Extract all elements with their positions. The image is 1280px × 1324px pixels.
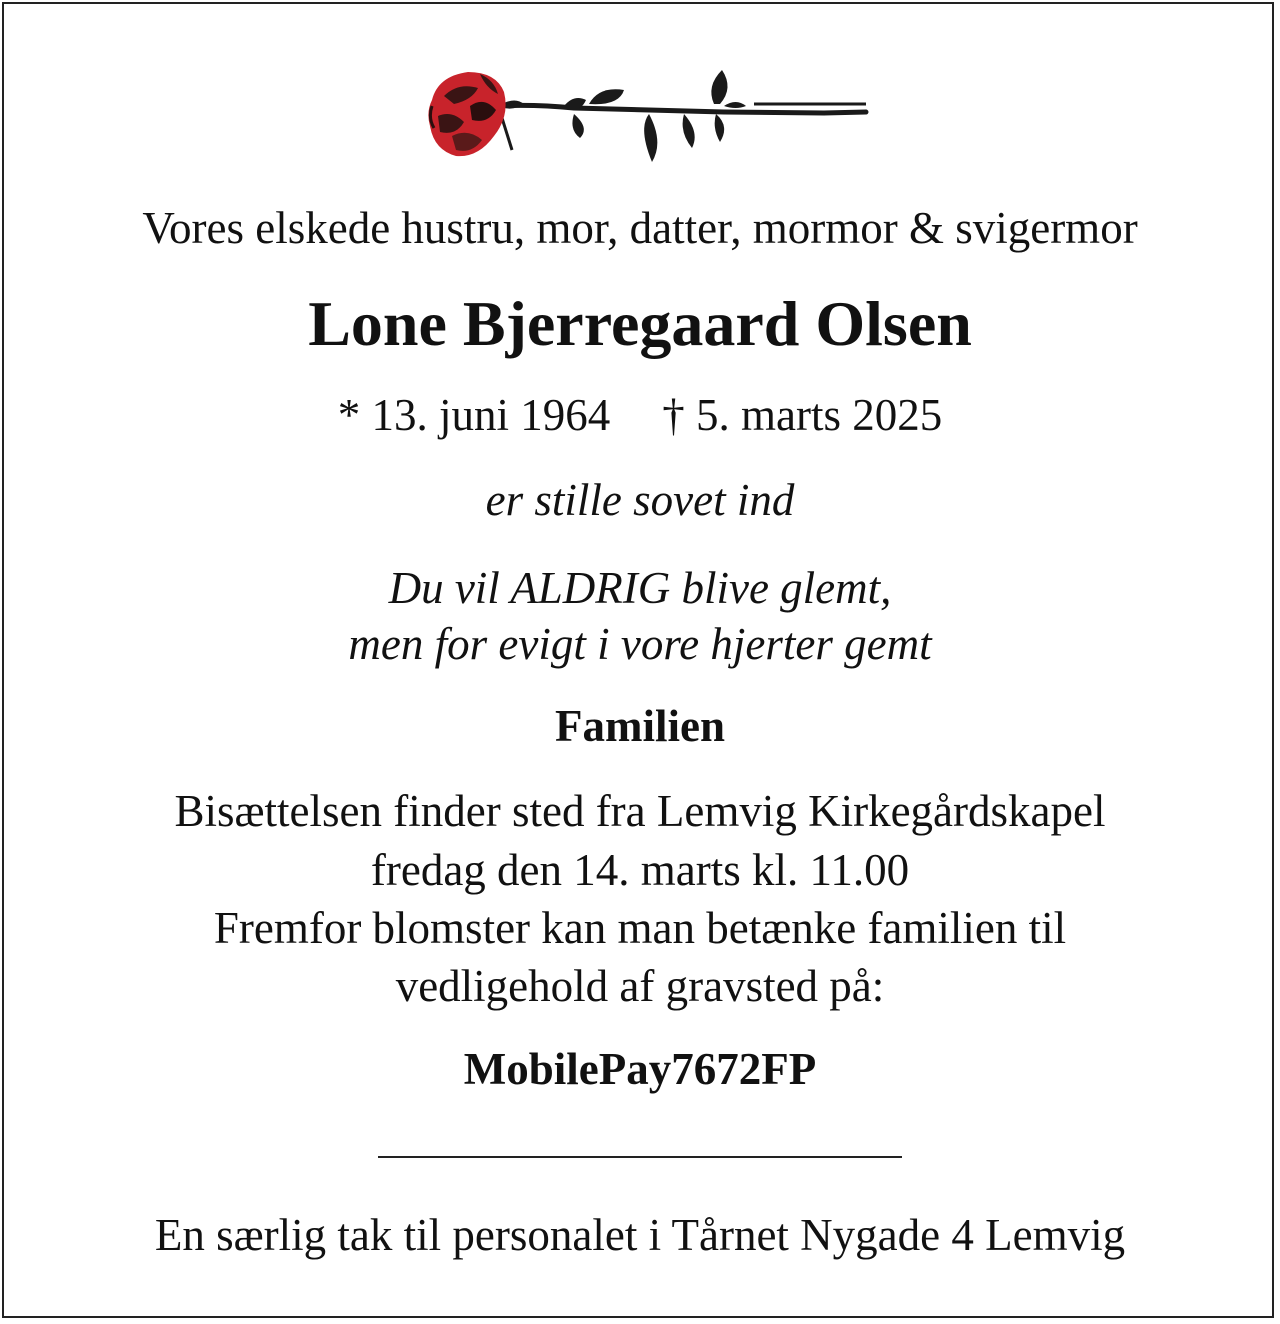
death-date: † 5. marts 2025 bbox=[662, 390, 943, 440]
rose-icon bbox=[424, 66, 870, 168]
verse-line-2: men for evigt i vore hjerter gemt bbox=[348, 619, 932, 669]
funeral-line-3: Fremfor blomster kan man betænke familien til bbox=[213, 903, 1067, 953]
intro-line: Vores elskede hustru, mor, datter, mormor & svigermor bbox=[142, 203, 1138, 253]
deceased-name: Lone Bjerregaard Olsen bbox=[308, 288, 972, 359]
divider bbox=[378, 1156, 902, 1158]
funeral-line-4: vedligehold af gravsted på: bbox=[395, 961, 885, 1011]
payment-code: MobilePay7672FP bbox=[463, 1044, 817, 1094]
funeral-line-2: fredag den 14. marts kl. 11.00 bbox=[370, 845, 910, 895]
birth-date: * 13. juni 1964 bbox=[337, 390, 611, 440]
verse-line-1: Du vil ALDRIG blive glemt, bbox=[388, 563, 892, 613]
thanks-line: En særlig tak til personalet i Tårnet Nygade 4 Lemvig bbox=[154, 1210, 1126, 1260]
funeral-line-1: Bisættelsen finder sted fra Lemvig Kirkegårdskapel bbox=[174, 786, 1106, 836]
life-dates bbox=[0, 390, 1280, 440]
signature: Familien bbox=[555, 701, 725, 751]
passing-line: er stille sovet ind bbox=[485, 475, 795, 525]
